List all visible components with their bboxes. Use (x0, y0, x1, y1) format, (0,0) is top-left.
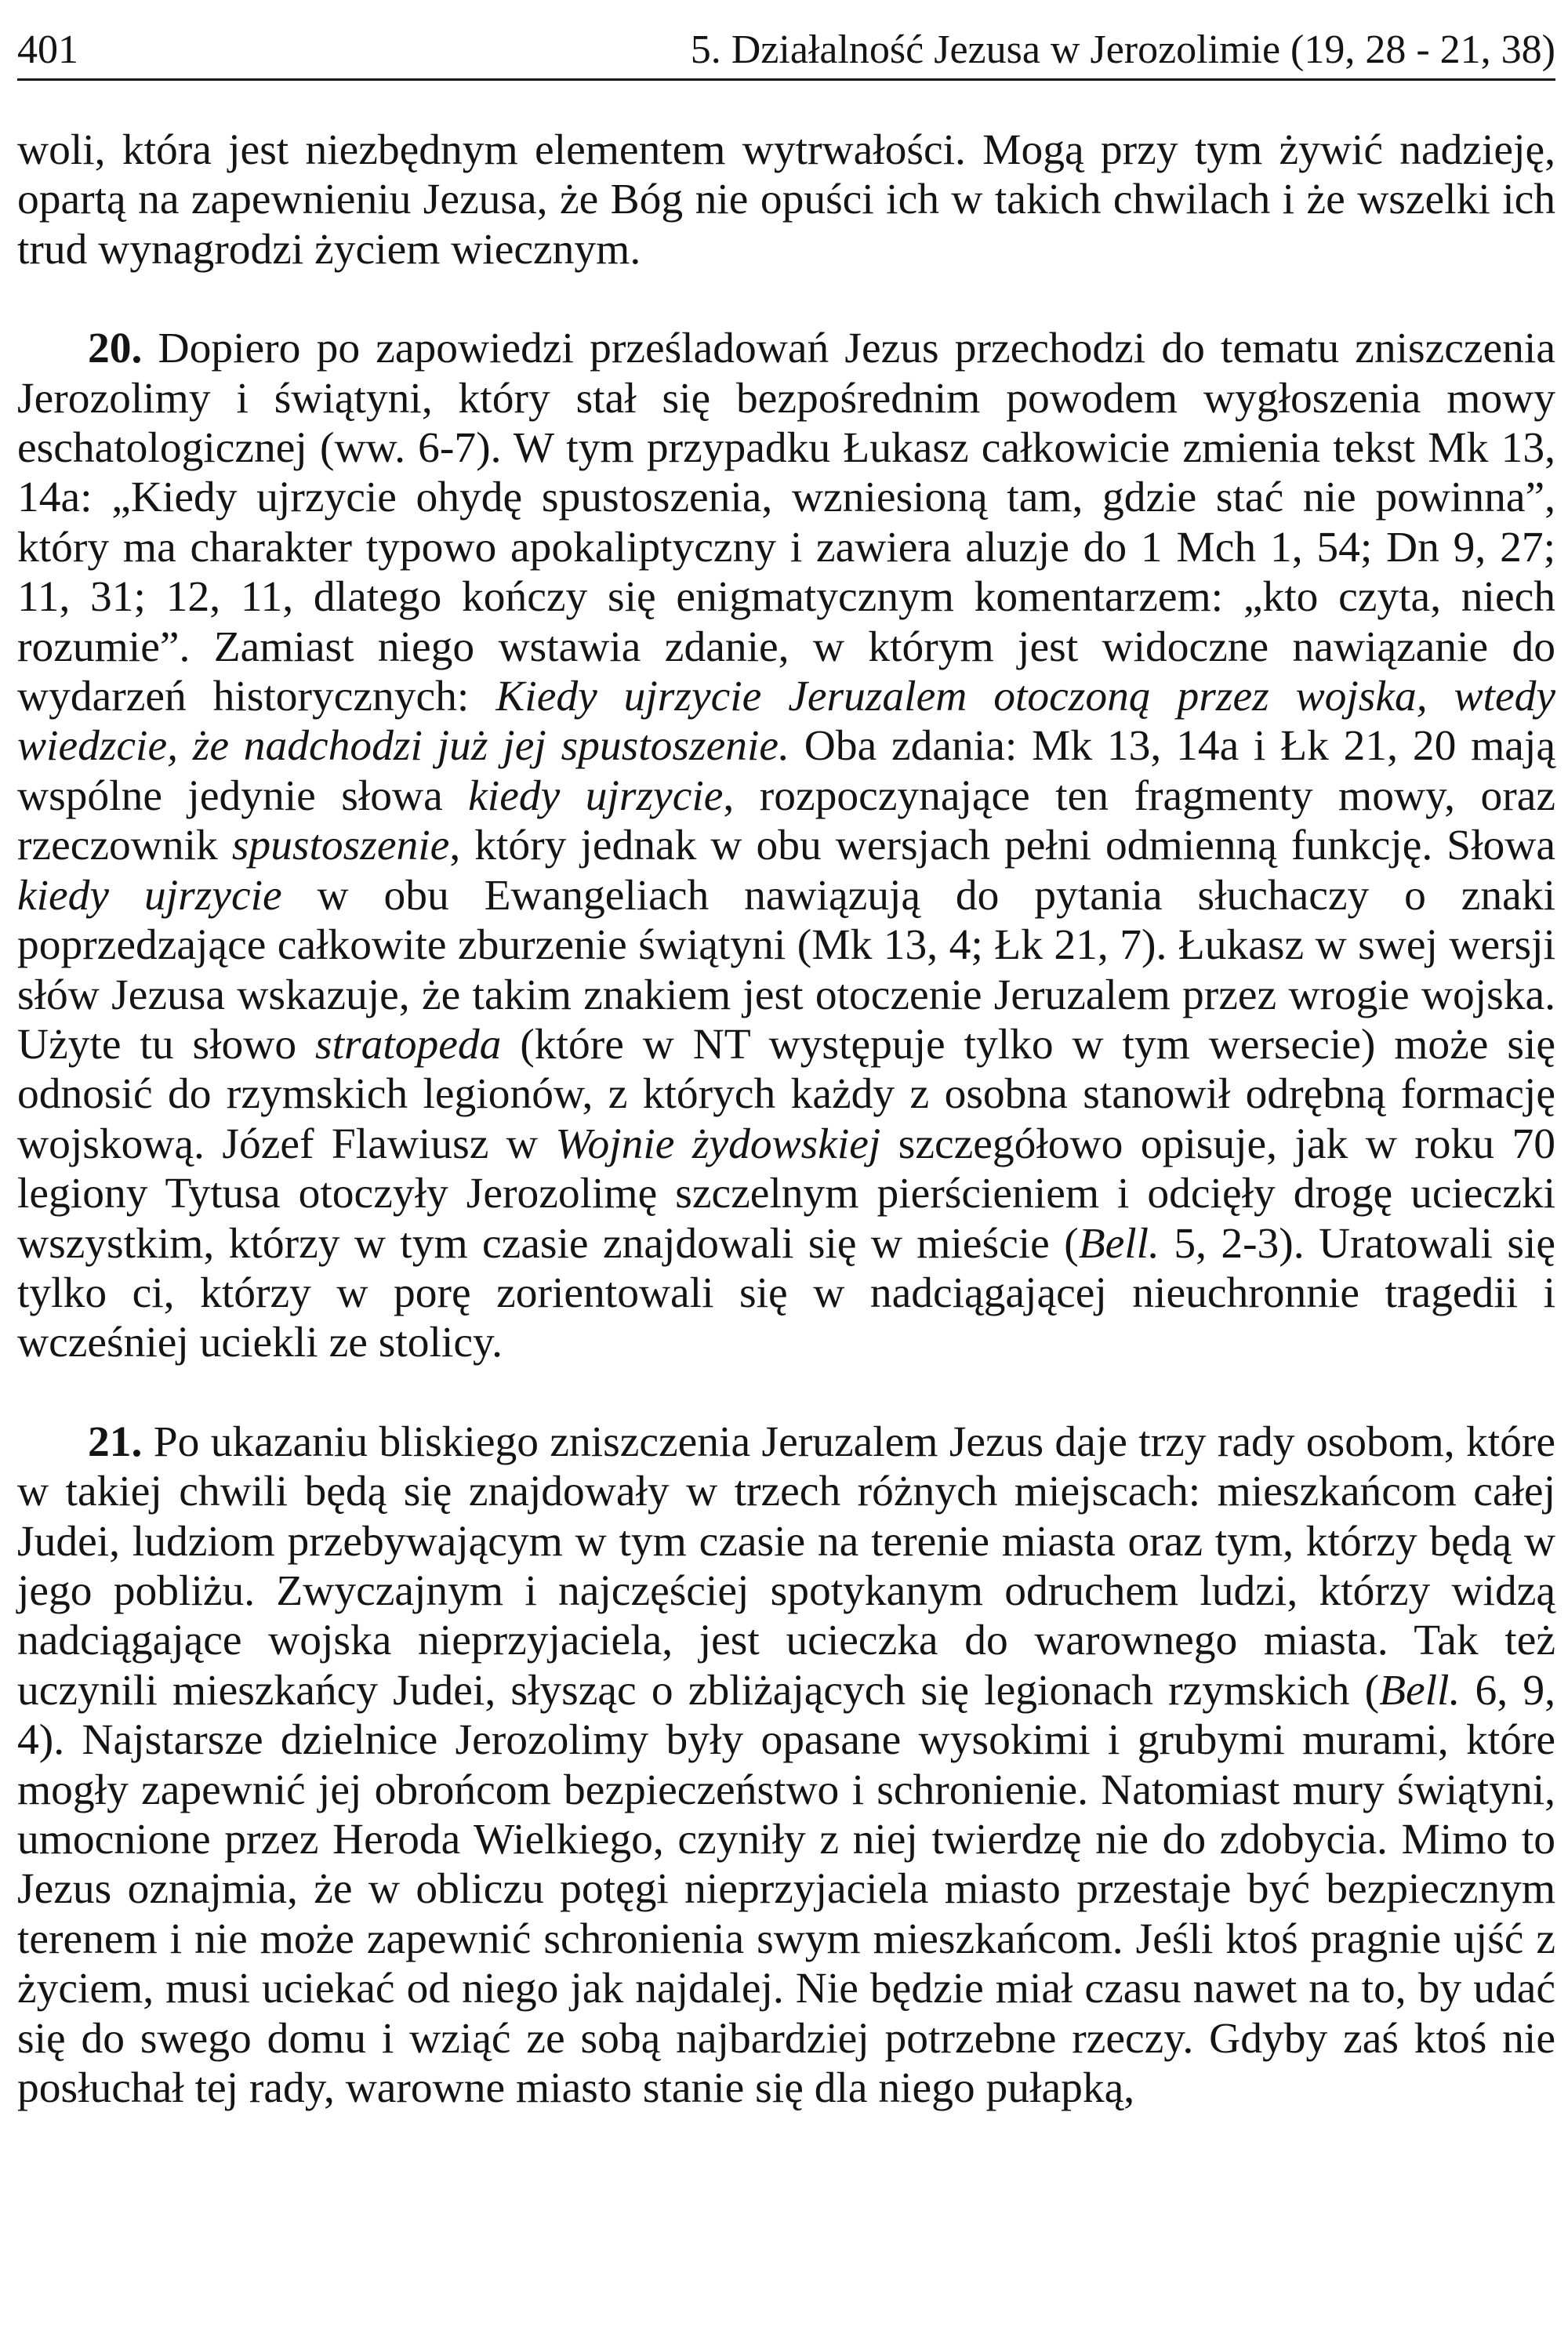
italic-text: spustoszenie (231, 822, 450, 870)
italic-text: Bell. (1078, 1219, 1160, 1268)
text-run: 6, 9, 4). Najstarsze dzielnice Jerozolimy były opasane wysokimi i grubymi murami, które mogły zapewnić jej obrońcom bezpieczeństwo i schronienie. Natomiast mury świątyni, umocnione przez Heroda Wielkiego, czyniły z niej twierdzę nie do zdobycia. Mimo to Jezus oznajmia, że w obliczu potęgi nieprzyjaciela miasto przestaje być bezpiecznym terenem i nie może zapewnić schronienia swym mieszkańcom. Jeśli ktoś pragnie ujść z życiem, musi uciekać od niego jak najdalej. Nie będzie miał czasu nawet na to, by udać się do swego domu i wziąć ze sobą najbardziej potrzebne rzeczy. Gdyby zaś ktoś nie posłuchał tej rady, warowne miasto stanie się dla niego pułapką, (17, 1666, 1556, 2113)
italic-text: Wojnie żydowskiej (555, 1120, 881, 1168)
text-run: (które w NT występuje tylko w tym wersecie) może się odnosić do rzymskich legionów, z których każdy z osobna stanowił odrębną formację wojskową. Józef Flawiusz w (17, 1020, 1555, 1168)
italic-text: kiedy ujrzycie (468, 771, 724, 820)
text-run: Po ukazaniu bliskiego zniszczenia Jeruzalem Jezus daje trzy rady osobom, które w takiej chwili będą się znajdowały w trzech różnych miejscach: mieszkańcom całej Judei, ludziom przebywającym w tym czasie na terenie miasta oraz tym, którzy będą w jego pobliżu. Zwyczajnym i najczęściej spotykanym odruchem ludzi, którzy widzą nadciągające wojska nieprzyjaciela, jest ucieczka do warownego miasta. Tak też uczynili mieszkańcy Judei, słysząc o zbliżających się legionach rzymskich ( (17, 1417, 1555, 1715)
section-number: 20. (88, 325, 143, 373)
italic-text: Kiedy ujrzycie Jeruzalem otoczoną przez wojska, wtedy wiedzcie, że nadchodzi już jej spustoszenie. (17, 673, 1555, 771)
text-run: szczegółowo opisuje, jak w roku 70 legiony Tytusa otoczyły Jerozolimę szczelnym pierścieniem i odcięły drogę ucieczki wszystkim, którzy w tym czasie znajdowali się w mieście ( (17, 1120, 1555, 1268)
text-run: woli, która jest niezbędnym elementem wytrwałości. Mogą przy tym żywić nadzieję, opartą na zapewnieniu Jezusa, że Bóg nie opuści ich w takich chwilach i że wszelki ich trud wynagrodzi życiem wiecznym. (17, 126, 1555, 274)
italic-text: Bell. (1379, 1666, 1461, 1715)
text-run: Dopiero po zapowiedzi prześladowań Jezus przechodzi do tematu zniszczenia Jerozolimy i świątyni, który stał się bezpośrednim powodem wygłoszenia mowy eschatologicznej (ww. 6-7). W tym przypadku Łukasz całkowicie zmienia tekst Mk 13, 14a: „Kiedy ujrzycie ohydę spustoszenia, wzniesioną tam, gdzie stać nie powinna”, który ma charakter typowo apokaliptyczny i zawiera aluzje do 1 Mch 1, 54; Dn 9, 27; 11, 31; 12, 11, dlatego kończy się enigmatycznym komentarzem: „kto czyta, niech rozumie”. Zamiast niego wstawia zdanie, w którym jest widoczne nawiązanie do wydarzeń historycznych: (17, 325, 1555, 721)
paragraph (17, 1417, 1555, 2114)
paragraph (17, 125, 1555, 274)
text-run: w obu Ewangeliach nawiązują do pytania słuchaczy o znaki poprzedzające całkowite zburzenie świątyni (Mk 13, 4; Łk 21, 7). Łukasz w swej wersji słów Jezusa wskazuje, że takim znakiem jest otoczenie Jeruzalem przez wrogie wojska. Użyte tu słowo (17, 871, 1555, 1069)
body-text (17, 125, 1555, 2113)
chapter-title: 5. Działalność Jezusa w Jerozolimie (19, 28 - 21, 38) (690, 27, 1555, 72)
paragraph (17, 324, 1555, 1368)
italic-text: kiedy ujrzycie (17, 871, 282, 920)
text-run: , rozpoczynające ten fragmenty mowy, oraz rzeczownik (17, 771, 1555, 870)
running-header (17, 27, 1555, 81)
page-number: 401 (17, 27, 78, 72)
text-run: , który jednak w obu wersjach pełni odmienną funkcję. Słowa (449, 822, 1555, 870)
italic-text: stratopeda (315, 1020, 502, 1069)
section-number: 21. (88, 1417, 143, 1466)
text-run: Oba zdania: Mk 13, 14a i Łk 21, 20 mają wspólne jedynie słowa (17, 722, 1555, 820)
text-run: 5, 2-3). Uratowali się tylko ci, którzy w porę zorientowali się w nadciągającej nieuchronnie tragedii i wcześniej uciekli ze stolicy. (17, 1219, 1555, 1367)
